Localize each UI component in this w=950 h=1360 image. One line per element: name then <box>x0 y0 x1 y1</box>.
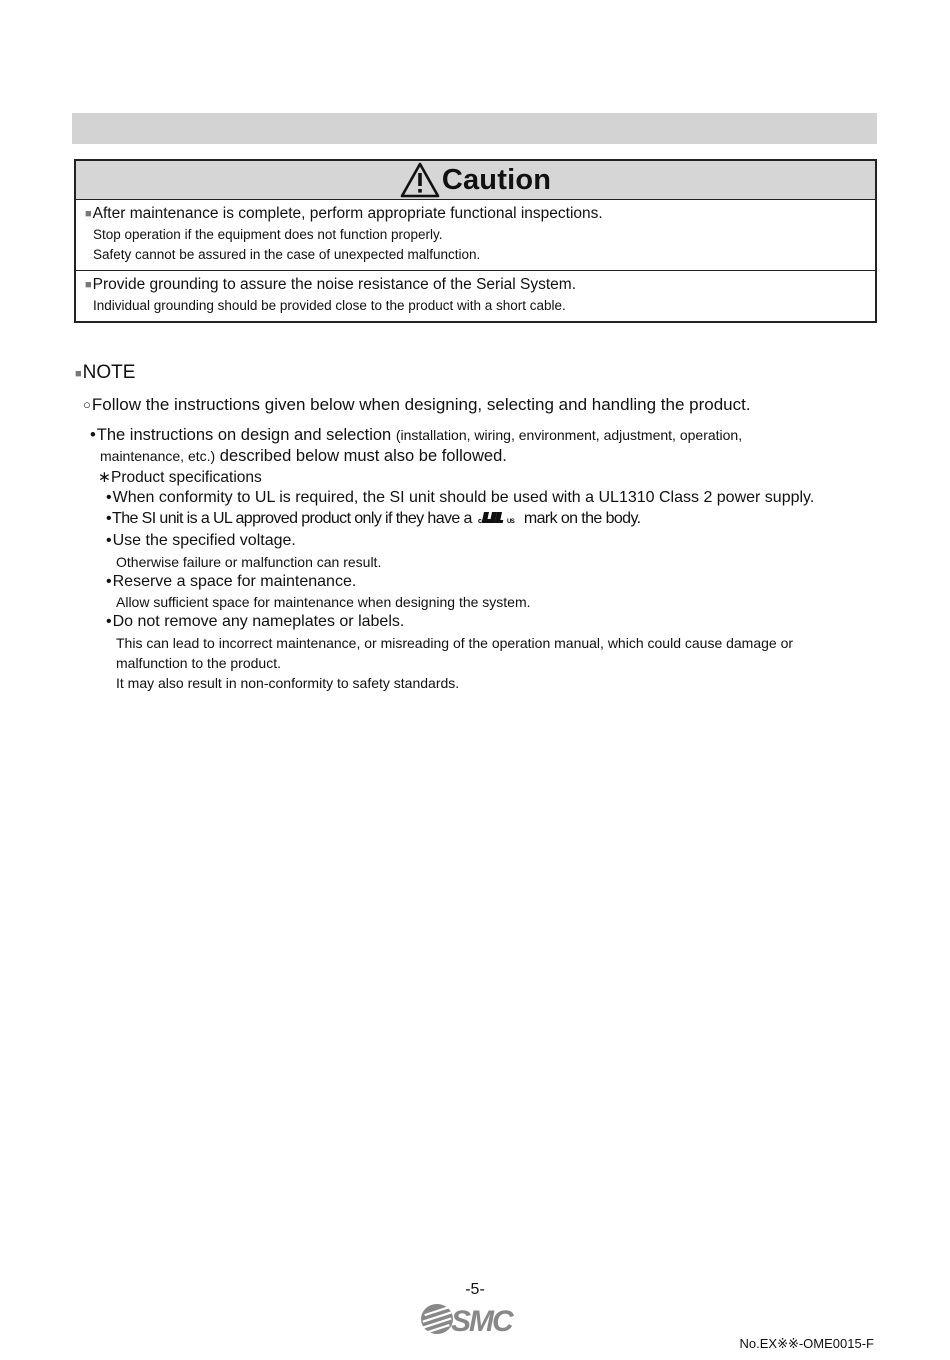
list-item: Use the specified voltage. <box>112 532 296 549</box>
dot-bullet-icon: • <box>106 572 112 590</box>
asterisk-icon: ∗ <box>98 469 111 486</box>
smc-swoosh-icon <box>421 1304 453 1334</box>
instructions-block <box>75 425 865 467</box>
caution-text: Safety cannot be assured in the case of unexpected malfunction. <box>93 247 481 262</box>
list-item-detail: Otherwise failure or malfunction can result. <box>116 553 382 570</box>
list-item: The SI unit is a UL approved product only if they have a <box>112 509 472 527</box>
caution-header <box>76 161 875 200</box>
dot-bullet-icon: • <box>106 489 112 506</box>
smc-logo-text: SMC <box>451 1305 512 1337</box>
caution-section-maintenance <box>76 200 875 270</box>
list-item: Reserve a space for maintenance. <box>112 572 357 590</box>
caution-section-grounding <box>76 270 875 321</box>
note-intro: Follow the instructions given below when designing, selecting and handling the product. <box>91 395 751 414</box>
list-item: mark on the body. <box>523 509 641 527</box>
caution-heading: After maintenance is complete, perform appropriate functional inspections. <box>92 205 603 222</box>
header-bar <box>72 113 877 144</box>
page-number: -5- <box>465 1281 485 1298</box>
dot-bullet-icon: • <box>90 426 96 444</box>
list-item-detail: malfunction to the product. <box>116 654 281 671</box>
square-bullet-icon: ■ <box>85 208 92 220</box>
instructions-text: The instructions on design and selection <box>96 426 392 444</box>
svg-text:c: c <box>477 517 482 525</box>
spec-bullet-list <box>75 488 865 693</box>
caution-title: Caution <box>441 163 552 196</box>
dot-bullet-icon: • <box>106 613 112 630</box>
instructions-detail: maintenance, etc.) <box>100 448 216 464</box>
square-bullet-icon: ■ <box>85 279 92 291</box>
list-item: When conformity to UL is required, the SI unit should be used with a UL1310 Class 2 power supply. <box>112 489 815 506</box>
square-bullet-icon: ■ <box>75 368 82 380</box>
document-number: No.EX※※-OME0015-F <box>739 1336 874 1351</box>
ul-listed-mark-icon <box>478 511 518 532</box>
caution-heading: Provide grounding to assure the noise resistance of the Serial System. <box>92 276 577 293</box>
caution-text: Individual grounding should be provided close to the product with a short cable. <box>93 298 566 313</box>
smc-logo <box>421 1301 531 1337</box>
instructions-text: described below must also be followed. <box>219 447 507 465</box>
list-item-detail: This can lead to incorrect maintenance, or misreading of the operation manual, which could cause damage or <box>116 634 794 651</box>
list-item-detail: It may also result in non-conformity to safety standards. <box>116 674 460 691</box>
warning-triangle-icon <box>400 162 440 198</box>
list-item-detail: Allow sufficient space for maintenance when designing the system. <box>116 594 531 610</box>
dot-bullet-icon: • <box>106 532 112 549</box>
instructions-detail: (installation, wiring, environment, adjustment, operation, <box>395 427 743 443</box>
list-item: Do not remove any nameplates or labels. <box>112 613 405 630</box>
note-title: NOTE <box>82 362 136 383</box>
caution-text: Stop operation if the equipment does not function properly. <box>93 227 443 242</box>
svg-text:US: US <box>506 518 514 525</box>
caution-box <box>74 159 877 323</box>
note-section <box>75 361 865 693</box>
dot-bullet-icon: • <box>106 509 112 527</box>
specs-title: Product specifications <box>111 469 262 486</box>
circle-bullet-icon: ○ <box>83 397 91 412</box>
